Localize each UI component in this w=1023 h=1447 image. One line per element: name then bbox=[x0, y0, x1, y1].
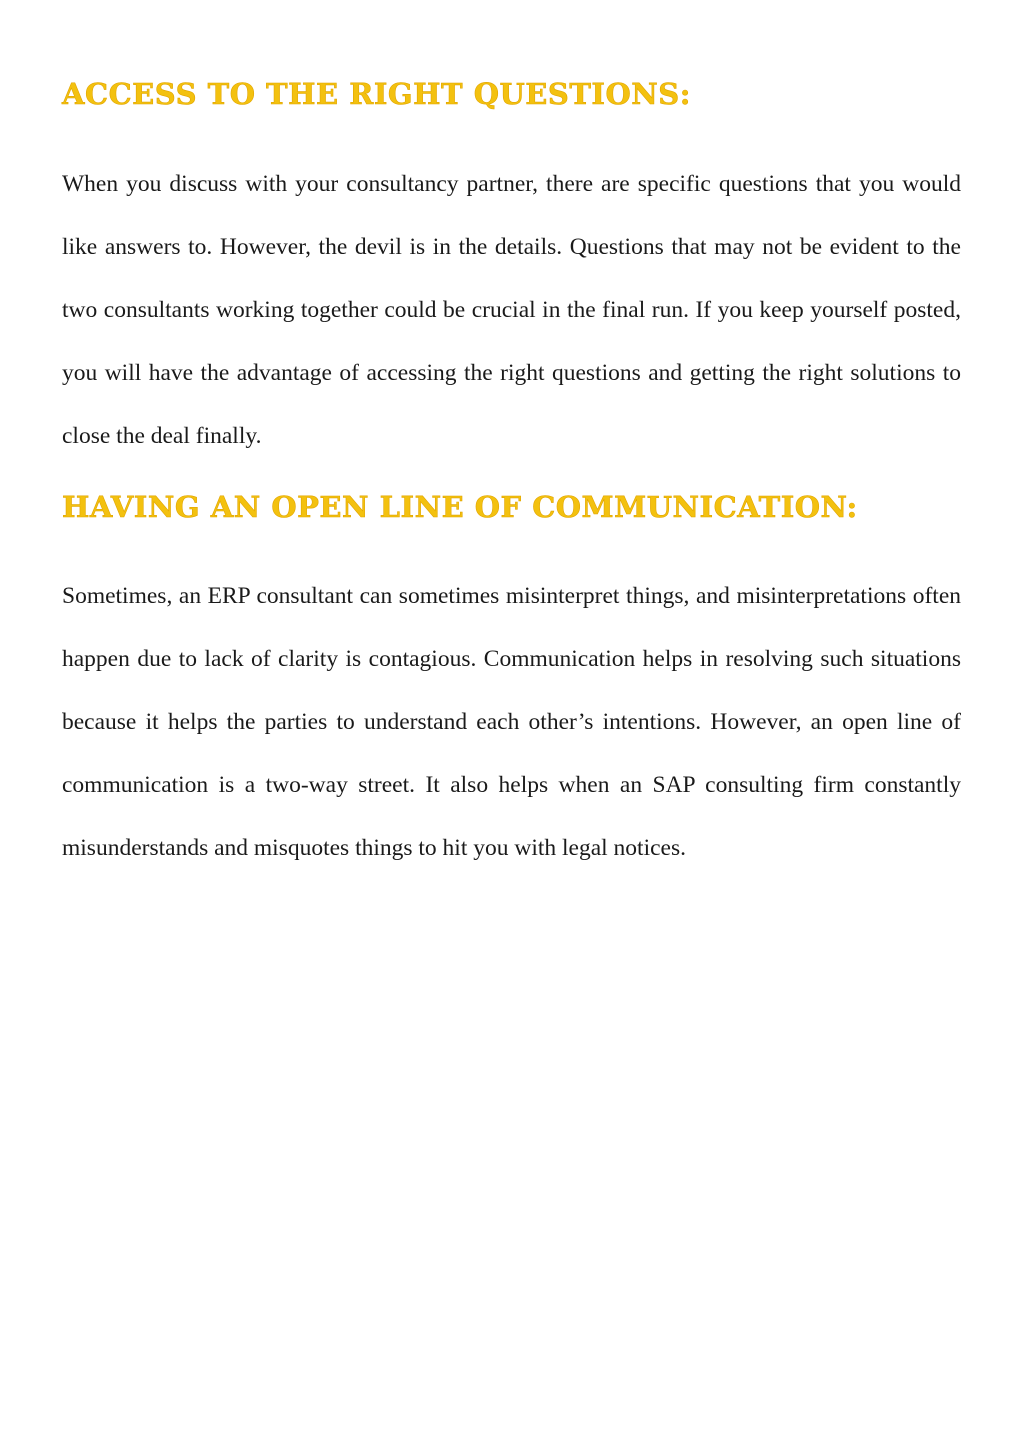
section-paragraph-right-questions: When you discuss with your consultancy partner, there are specific questions that you would like answers to. However, the devil is in the details. Questions that may not be evident to the two consultants working together could be crucial in the final run. If you keep yourself posted, you will have the advantage of accessing the right questions and getting the right solutions to close the deal finally. bbox=[62, 171, 961, 449]
section-heading-open-communication: HAVING AN OPEN LINE OF COMMUNICATION: bbox=[62, 490, 858, 524]
section-heading-right-questions: ACCESS TO THE RIGHT QUESTIONS: bbox=[62, 77, 691, 111]
section-paragraph-open-communication: Sometimes, an ERP consultant can sometimes misinterpret things, and misinterpretations often happen due to lack of clarity is contagious. Communication helps in resolving such situations because it helps the parties to understand each other’s intentions. However, an open line of communication is a two-way street. It also helps when an SAP consulting firm constantly misunderstands and misquotes things to hit you with legal notices. bbox=[62, 583, 961, 861]
